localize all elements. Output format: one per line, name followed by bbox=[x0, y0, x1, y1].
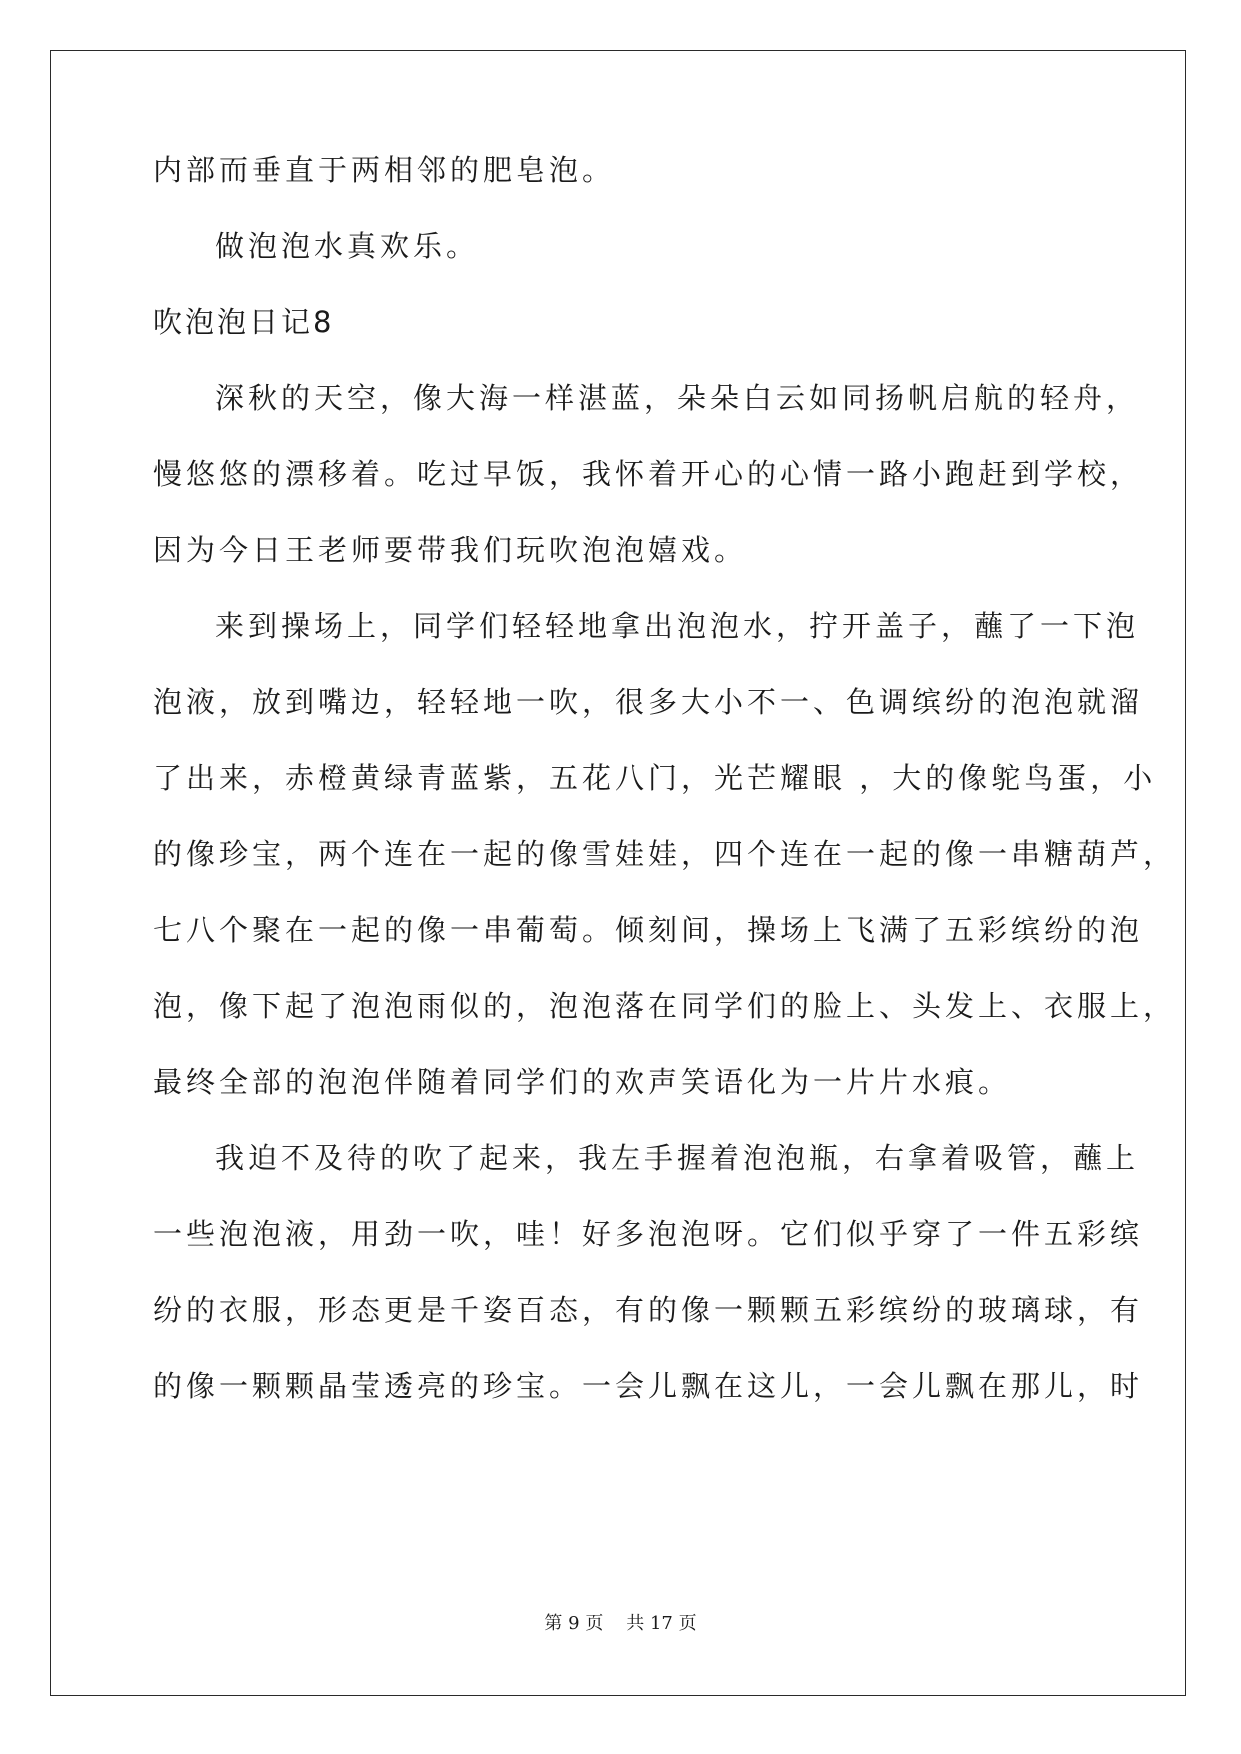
paragraph-line: 一些泡泡液，用劲一吹，哇！好多泡泡呀。它们似乎穿了一件五彩缤 bbox=[153, 1217, 1144, 1251]
page-total: 共 17 页 bbox=[626, 1613, 697, 1634]
paragraph-line: 泡，像下起了泡泡雨似的，泡泡落在同学们的脸上、头发上、衣服上， bbox=[153, 989, 1177, 1023]
paragraph-line: 了出来，赤橙黄绿青蓝紫，五花八门，光芒耀眼 ，大的像鸵鸟蛋，小 bbox=[153, 761, 1157, 795]
paragraph-line: 纷的衣服，形态更是千姿百态，有的像一颗颗五彩缤纷的玻璃球，有 bbox=[153, 1293, 1144, 1327]
paragraph-line: 来到操场上，同学们轻轻地拿出泡泡水，拧开盖子，蘸了一下泡 bbox=[215, 609, 1140, 643]
paragraph-line: 因为今日王老师要带我们玩吹泡泡嬉戏。 bbox=[153, 533, 748, 567]
paragraph-line: 做泡泡水真欢乐。 bbox=[215, 229, 480, 263]
paragraph-line: 我迫不及待的吹了起来，我左手握着泡泡瓶，右拿着吸管，蘸上 bbox=[215, 1141, 1140, 1175]
section-heading: 吹泡泡日记8 bbox=[153, 305, 335, 339]
paragraph-line: 的像珍宝，两个连在一起的像雪娃娃，四个连在一起的像一串糖葫芦， bbox=[153, 837, 1177, 871]
paragraph-line: 深秋的天空，像大海一样湛蓝，朵朵白云如同扬帆启航的轻舟， bbox=[215, 381, 1140, 415]
paragraph-line: 内部而垂直于两相邻的肥皂泡。 bbox=[153, 153, 616, 187]
paragraph-line: 最终全部的泡泡伴随着同学们的欢声笑语化为一片片水痕。 bbox=[153, 1065, 1012, 1099]
paragraph-line: 慢悠悠的漂移着。吃过早饭，我怀着开心的心情一路小跑赶到学校， bbox=[153, 457, 1144, 491]
page-footer bbox=[0, 1612, 1241, 1636]
paragraph-line: 的像一颗颗晶莹透亮的珍宝。一会儿飘在这儿，一会儿飘在那儿，时 bbox=[153, 1369, 1144, 1403]
paragraph-line: 七八个聚在一起的像一串葡萄。倾刻间，操场上飞满了五彩缤纷的泡 bbox=[153, 913, 1144, 947]
page-number: 第 9 页 bbox=[544, 1613, 604, 1634]
paragraph-line: 泡液，放到嘴边，轻轻地一吹，很多大小不一、色调缤纷的泡泡就溜 bbox=[153, 685, 1144, 719]
